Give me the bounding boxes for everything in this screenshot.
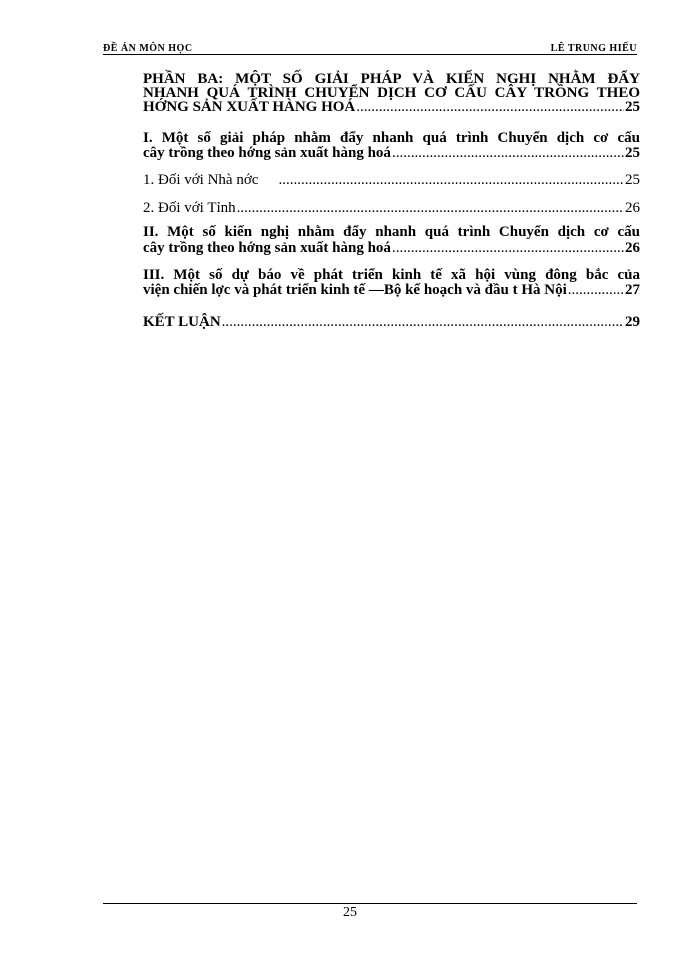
toc-entry-conclusion[interactable]	[143, 315, 640, 330]
toc-entry-subsection-1-2[interactable]	[143, 201, 640, 216]
page-number: 25	[343, 905, 357, 920]
toc-entry-section-2[interactable]	[143, 225, 640, 256]
toc-page-number: 29	[625, 314, 640, 330]
toc-entry-last-line	[143, 315, 640, 330]
toc-leader-dots	[237, 201, 624, 216]
toc-page-number: 25	[625, 99, 640, 115]
toc-entry-text: HỚNG SẢN XUẤT HÀNG HOÁ	[143, 99, 356, 115]
toc-page-number: 25	[625, 172, 640, 188]
toc-leader-dots	[222, 315, 624, 330]
toc-entry-line: II. Một số kiến nghị nhằm đẩy nhanh quá trình Chuyển dịch cơ cấu	[143, 224, 640, 240]
toc-leader-dots	[568, 283, 624, 298]
toc-entry-section-3[interactable]	[143, 268, 640, 298]
footer-divider	[103, 903, 637, 904]
toc-entry-text: cây trồng theo hớng sản xuất hàng hoá	[143, 240, 391, 256]
toc-leader-dots	[392, 146, 624, 161]
toc-entry-last-line	[143, 146, 640, 161]
toc-entry-text: 2. Đối với Tỉnh	[143, 200, 236, 216]
toc-entry-section-1[interactable]	[143, 131, 640, 161]
toc-page-number: 26	[625, 240, 640, 256]
toc-leader-dots	[392, 241, 624, 256]
toc-entry-last-line	[143, 100, 640, 115]
toc-entry-line: I. Một số giải pháp nhằm đẩy nhanh quá trình Chuyển dịch cơ cấu	[143, 130, 640, 146]
toc-entry-text: viện chiến lợc và phát triển kinh tế —Bộ kế hoạch và đầu t Hà Nội	[143, 282, 567, 298]
toc-entry-line: NHANH QUÁ TRÌNH CHUYỂN DỊCH CƠ CẤU CÂY TRỒNG THEO	[143, 85, 640, 101]
toc-page-number: 26	[625, 200, 640, 216]
toc-entry-last-line	[143, 283, 640, 298]
toc-page-number: 25	[625, 145, 640, 161]
toc-entry-part-three[interactable]	[143, 72, 640, 115]
toc-entry-text: KẾT LUẬN	[143, 314, 221, 330]
toc-entry-line: III. Một số dự báo về phát triển kinh tế xã hội vùng đông bắc của	[143, 267, 640, 283]
toc-entry-last-line	[143, 201, 640, 216]
toc-entry-text: cây trồng theo hớng sản xuất hàng hoá	[143, 145, 391, 161]
running-header	[103, 40, 637, 55]
toc-entry-last-line	[143, 241, 640, 256]
toc-leader-dots	[278, 173, 624, 188]
header-left-text: ĐỀ ÁN MÔN HỌC	[103, 43, 193, 54]
toc-leader-dots	[356, 100, 624, 115]
toc-page-number: 27	[625, 282, 640, 298]
toc-entry-subsection-1-1[interactable]	[143, 173, 640, 188]
toc-entry-text: 1. Đối với Nhà nớc	[143, 172, 259, 188]
header-right-text: LÊ TRUNG HIẾU	[550, 43, 637, 54]
toc-entry-line: PHẦN BA: MỘT SỐ GIẢI PHÁP VÀ KIẾN NGHỊ NHẰM ĐẨY	[143, 71, 640, 87]
toc-entry-last-line	[143, 173, 640, 188]
